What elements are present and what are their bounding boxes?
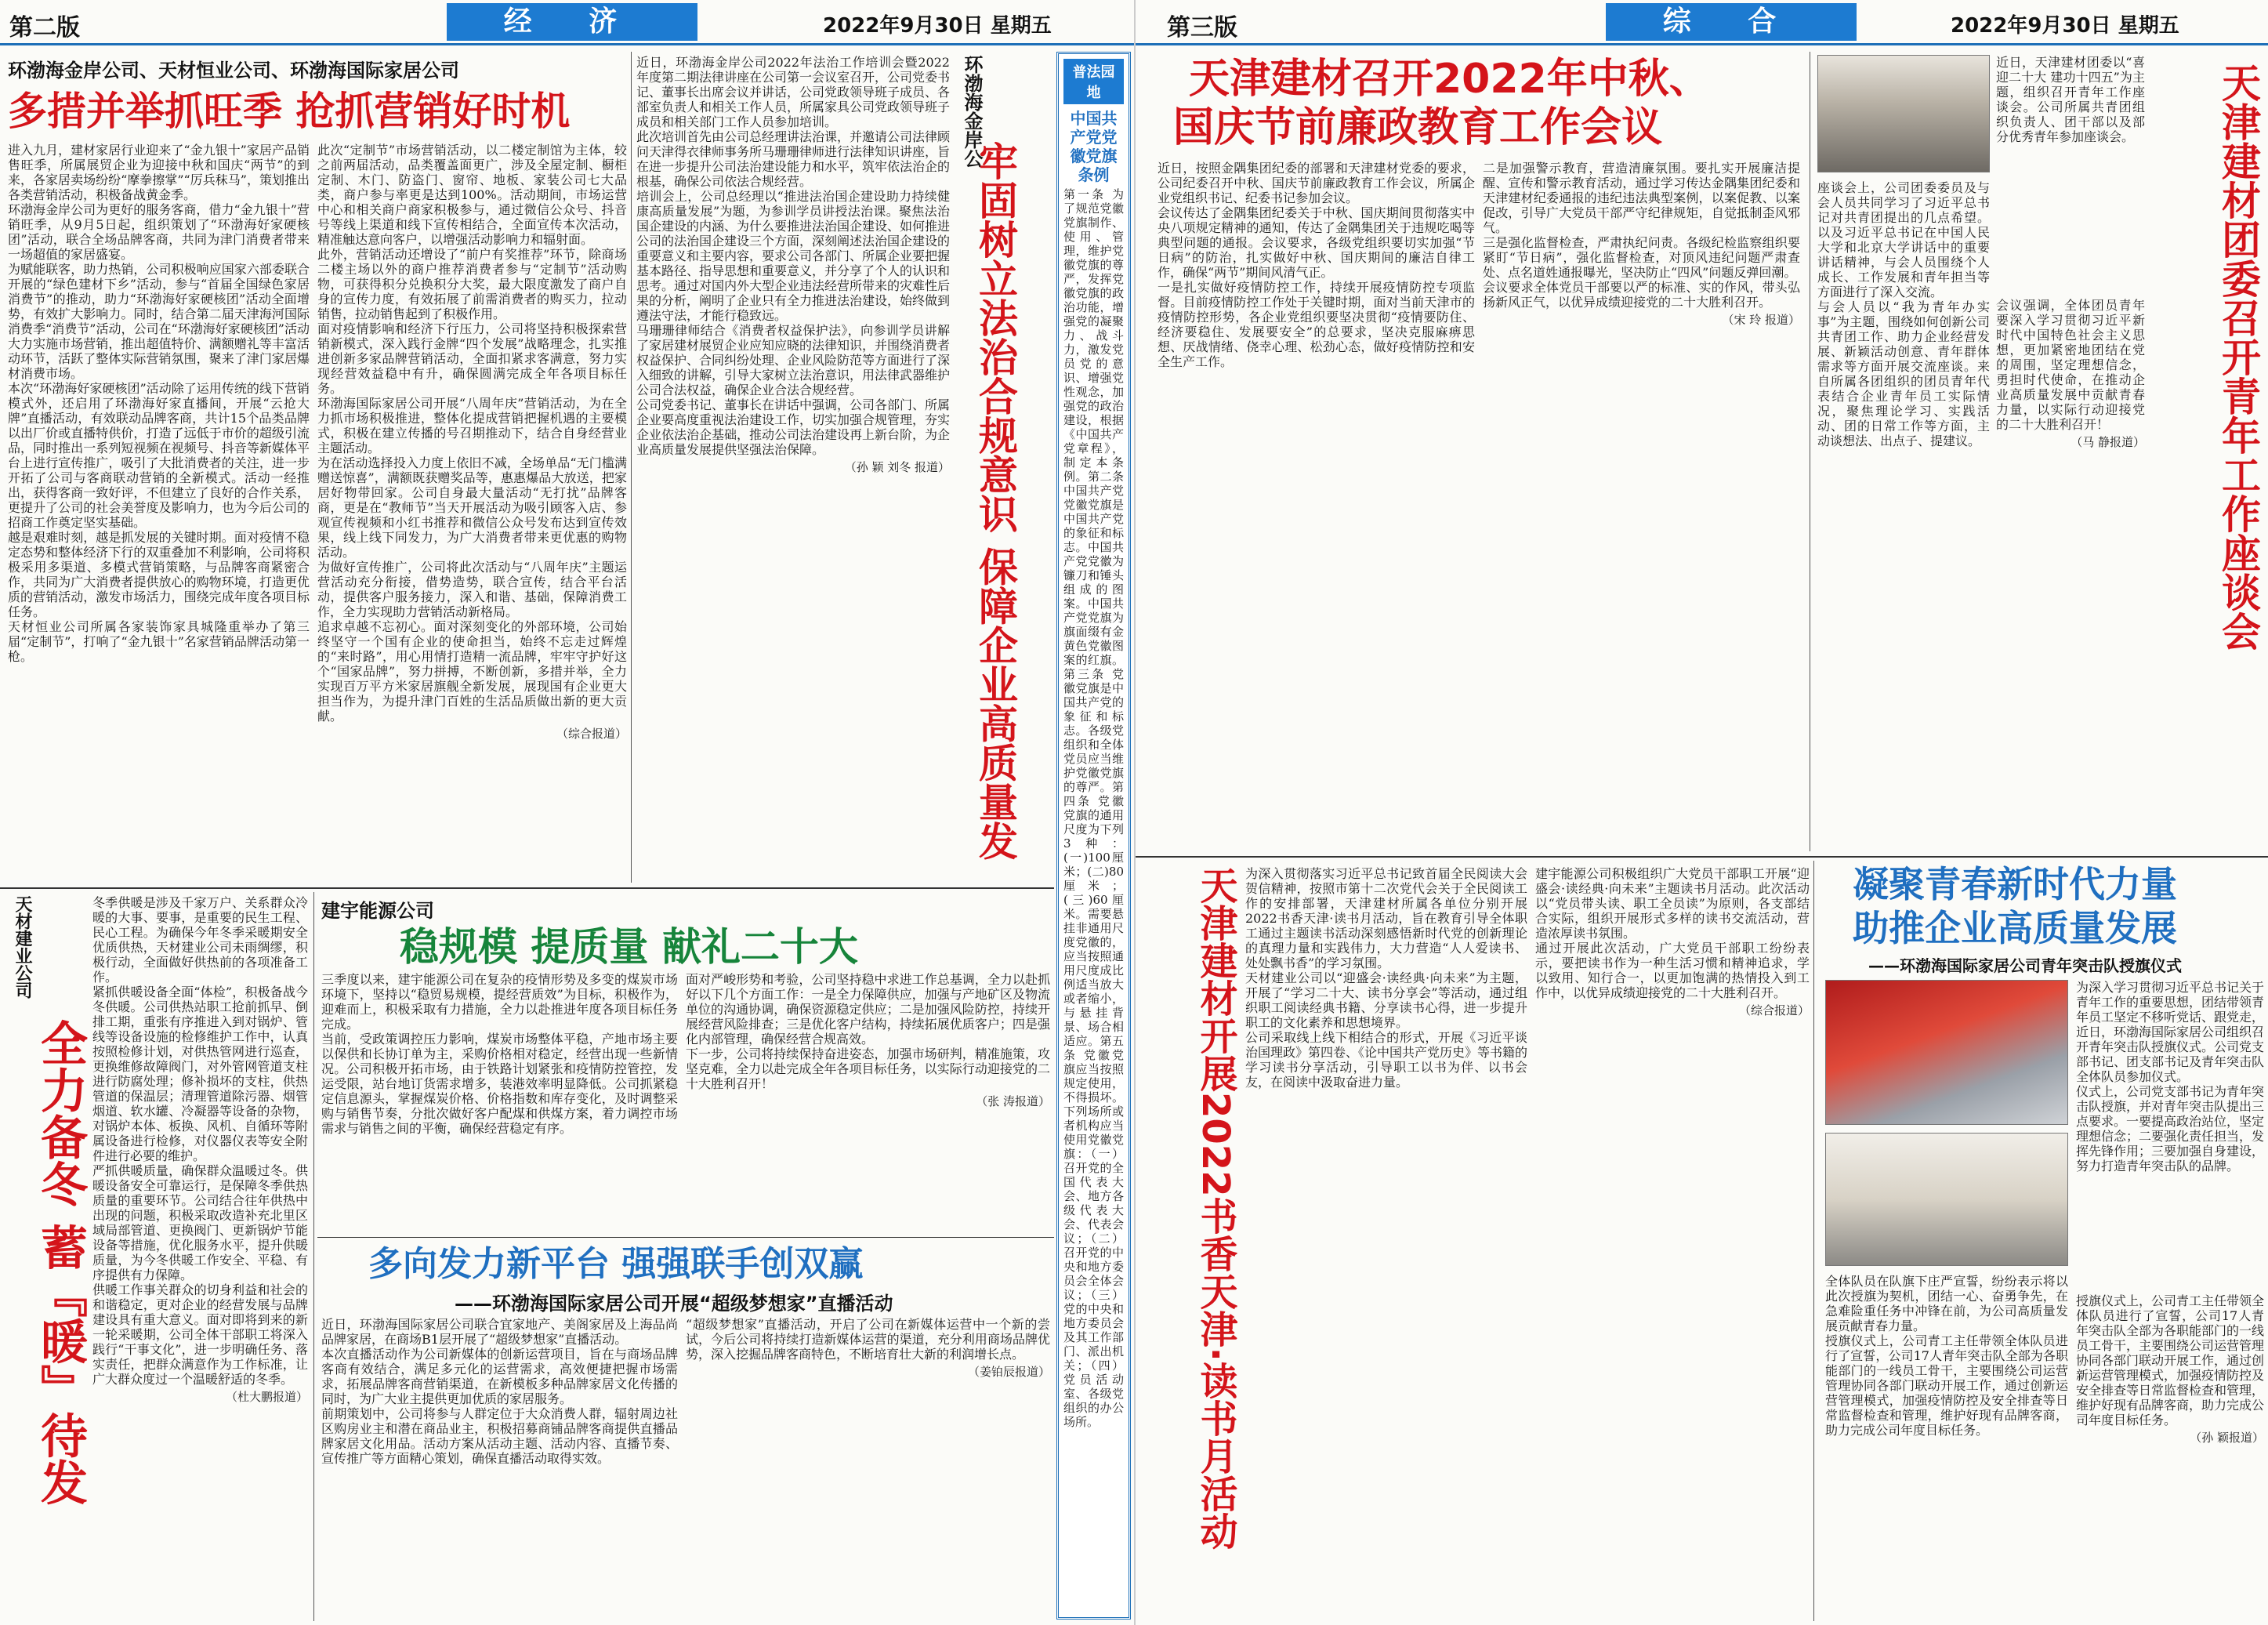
article-column xyxy=(8,143,310,880)
article-column xyxy=(1817,180,1990,847)
paragraph: 全体队员在队旗下庄严宣誓，纷纷表示将以此次授旗为契机，团结一心、奋勇争先，在急难险重任务中冲锋在前，为公司高质量发展贡献青春力量。 xyxy=(1825,1274,2068,1333)
paragraph: 追求卓越不忘初心。面对深刻变化的外部环境，公司始终坚守一个国有企业的使命担当，始终不忘走过辉煌的“来时路”，用心用情打造精一流品牌，牢牢守护好这个“国家品牌”，努力拼搏，不断创新，多措并举，全力实现百万平方米家居旗舰全新发展，展现国有企业更大担当作为，为提升津门百姓的生活品质做出新的更大贡献。 xyxy=(317,619,627,724)
article-title-line: 助推企业高质量发展 xyxy=(1853,907,2177,949)
page-header xyxy=(1136,0,2268,45)
paragraph: 公司党委书记、董事长在讲话中强调，公司各部门、所属企业要高度重视法治建设工作，切实加强合规管理，夯实企业依法治企基础，推动公司法治建设再上新台阶，为企业高质量发展提供坚强法治保障。 xyxy=(636,397,950,457)
article-column xyxy=(317,143,627,880)
paragraph: 授旗仪式上，公司青工主任带领全体队员进行了宣誓，公司17人青年突击队全部为各职能部门的一线员工骨干，主要围绕公司运营管理协同各部门联动开展工作，通过创新运营管理模式，加强疫情防控及安全排查等日常监督检查和管理，维护好现有品牌客商，助力完成公司年度目标任务。 xyxy=(1825,1333,2068,1438)
paragraph: 二是加强警示教育，营造清廉氛围。要扎实开展廉洁提醒、宣传和警示教育活动，通过学习传达金隅集团纪委和天津建材纪委通报的违纪违法典型案例，以案促教、以案促改，引导广大党员干部严守纪律规矩，自觉抵制歪风邪气。 xyxy=(1483,161,1800,235)
paragraph: 下一步，公司将持续保持奋进姿态，加强市场研判，精准施策，攻坚克难，全力以赴完成全年各项目标任务，以实际行动迎接党的二十大胜利召开！ xyxy=(686,1046,1050,1091)
paragraph: 近日，天津建材团委以“喜迎二十大 建功十四五”为主题，组织召开青年工作座谈会。公司所属共青团组织负责人、团干部以及部分优秀青年参加座谈会。 xyxy=(1996,55,2145,144)
section-banner: 综 合 xyxy=(1606,3,1857,41)
article-column xyxy=(1483,161,1800,851)
section-rule xyxy=(317,1237,1054,1238)
paragraph: 此次“定制节”市场营销活动，以二楼定制馆为主体，较之前两届活动，品类覆盖面更广，涉及全屋定制、橱柜定制、木门、防盗门、窗帘、地板、家装公司七大品类，商户参与率更是达到100%。活动期间，市场运营中心和相关商户商家积极参与，通过微信公众号、抖音号等线上渠道和线下宣传相结合，全面宣传本次活动，精准触达意向客户，以增强活动影响力和辐射面。 xyxy=(317,143,627,247)
article-title: 多措并举抓旺季 抢抓营销好时机 xyxy=(8,89,571,134)
paragraph: 公司采取线上线下相结合的形式，开展《习近平谈治国理政》第四卷、《论中国共产党历史》等书籍的学习读书分享活动，引导职工以书为伴、以书会友，在阅读中汲取奋进力量。 xyxy=(1245,1030,1527,1090)
paragraph: 严抓供暖质量，确保群众温暖过冬。供暖设备安全可靠运行，是保障冬季供热质量的重要环节。公司结合往年供热中出现的问题，积极采取改造补充北里区域局部管道、更换阀门、更新锅炉节能设备等措施，优化服务水平，提升供暖质量，为今冬供暖工作安全、平稳、有序提供有力保障。 xyxy=(92,1163,308,1282)
team-oath-photo xyxy=(1825,1133,2068,1266)
paragraph: 授旗仪式上，公司青工主任带领全体队员进行了宣誓，公司17人青年突击队全部为各职能部门的一线员工骨干，主要围绕公司运营管理协同各部门联动开展工作，通过创新运营管理模式，加强疫情防控及安全排查等日常监督检查和管理，维护好现有品牌客商，助力完成公司年度目标任务。 xyxy=(2076,1293,2264,1427)
article-energy xyxy=(321,895,1050,971)
paragraph: 当前，受政策调控压力影响，煤炭市场整体平稳，产地市场主要以保供和长协订单为主，采购价格相对稳定，经营出现一些新情况。公司积极开拓市场，由于铁路计划紧张和疫情防控管控，发运受限，站台地订货需求增多，装港效率明显降低。公司抓紧稳定信息源头，掌握煤炭价格、价格指数和库存变化，及时调整采购与销售节奏，分批次做好客户配煤和供煤方案，着力调控市场需求与销售之间的平衡，确保经营稳定有序。 xyxy=(321,1032,678,1136)
article-column xyxy=(2076,1293,2264,1619)
article-kicker: 建宇能源公司 xyxy=(321,900,434,922)
paragraph: 本次直播活动作为公司新媒体的创新运营项目，旨在与商场品牌客商有效结合，满足多元化的运营需求，高效便捷把握市场需求，拓展品牌客商营销渠道，在新模板多种品牌家居文化传播的同时，为广大业主提供更加优质的家居服务。 xyxy=(321,1347,678,1406)
paragraph: 通过开展此次活动，广大党员干部职工纷纷表示，要把读书作为一种生活习惯和精神追求，学以致用、知行合一，以更加饱满的热情投入到工作中，以优异成绩迎接党的二十大胜利召开。 xyxy=(1535,941,1810,1000)
paragraph: 环渤海金岸公司为更好的服务客商，借力“金九银十”营销旺季，从9月5日起，组织策划了“环渤海好家硬核团”活动，联合全场品牌客商，共同为津门消费者带来一场超值的家居盛宴。 xyxy=(8,202,310,262)
law-corner-box xyxy=(1056,52,1131,1620)
paragraph: 一是扎实做好疫情防控工作，持续开展疫情防控专项监督。目前疫情防控工作处于关键时期，面对当前天津市的疫情防控形势，各企业党组织要坚决贯彻“疫情要防住、经济要稳住、发展要安全”的总要求，坚决克服麻痹思想、厌战情绪、侥幸心理、松劲心态，做好疫情防控和安全生产工作。 xyxy=(1158,280,1475,369)
paragraph: 三季度以来，建宇能源公司在复杂的疫情形势及多变的煤炭市场环境下，坚持以“稳贸易规模，提经营质效”为目标，积极作为，迎难而上，积极采取有力措施，全力以赴推进年度各项目标任务完成。 xyxy=(321,972,678,1032)
article-kicker-vertical: 天材建业公司 xyxy=(13,895,32,999)
byline: （综合报道） xyxy=(1738,1003,1810,1017)
paragraph: 与会人员以“我为青年办实事”为主题，围绕如何创新公司共青团工作、助力企业经营发展、新颖活动创意、青年群体需求等方面开展交流座谈。来自所属各团组织的团员青年代表结合企业青年员工实际情况，聚焦理论学习、实践活动、团的日常工作等方面，主动谈想法、出点子、提建议。 xyxy=(1817,299,1990,448)
article-title-line: 国庆节前廉政教育工作会议 xyxy=(1173,104,1663,151)
article-subtitle: ——环渤海国际家居公司青年突击队授旗仪式 xyxy=(1868,956,2182,975)
page-header xyxy=(0,0,1134,45)
article-title-vertical: 天津建材团委召开青年工作座谈会 xyxy=(2215,63,2261,651)
article-title-line: 天津建材召开2022年中秋、 xyxy=(1189,56,1710,103)
byline: （张 涛报道） xyxy=(976,1094,1050,1108)
paragraph: 面对严峻形势和考验，公司坚持稳中求进工作总基调，全力以赴抓好以下几个方面工作：一是全力保障供应，加强与产地矿区及物流单位的沟通协调，确保资源稳定供应；二是加强风险防控，持续开展经营风险排查；三是优化客户结构，持续拓展优质客户；四是强化内部管理，确保经营合规高效。 xyxy=(686,972,1050,1046)
paragraph: 近日，按照金隅集团纪委的部署和天津建材党委的要求，公司纪委召开中秋、国庆节前廉政教育工作会议，所属企业党组织书记、纪委书记参加会议。 xyxy=(1158,161,1475,205)
paragraph: 仪式上，公司党支部书记为青年突击队授旗，并对青年突击队提出三点要求。一要提高政治站位，坚定理想信念；二要强化责任担当，发挥先锋作用；三要加强自身建设，努力打造青年突击队的品牌。 xyxy=(2076,1084,2264,1173)
article-column xyxy=(1158,161,1475,851)
section-banner: 经 济 xyxy=(447,3,697,41)
paragraph: 建宇能源公司积极组织广大党员干部职工开展“迎盛会·读经典·向未来”主题读书月活动。此次活动以“党员带头读、职工全员读”为原则，各支部结合实际，组织开展形式多样的读书交流活动，营造浓厚读书氛围。 xyxy=(1535,866,1810,941)
byline: （姜铂辰报道） xyxy=(967,1365,1050,1379)
article-column xyxy=(321,1317,678,1619)
column-rule xyxy=(1813,861,1814,1621)
paragraph: 培训会上，公司总经理以“推进法治国企建设助力持续健康高质量发展”为题，为参训学员讲授法治课。聚焦法治国企建设的内涵、为什么要推进法治国企建设、如何推进公司的法治国企建设三个方面，深刻阐述法治国企建设的重要意义和主要内容，要求公司各部门、所属企业要把握基本路径、指导思想和重要意义，并分享了个人的认识和思考。通过对国内外大型企业违法经营所带来的灾难性后果的分析，阐明了企业只有全力推进法治建设，始终做到遵法守法，才能行稳致远。 xyxy=(636,189,950,323)
paragraph: 面对疫情影响和经济下行压力，公司将坚持积极探索营销新模式，深入践行金牌“四个发展”战略理念，扎实推进创新多家品牌营销活动，全面扣紧求客满意，努力实现经营效益稳中有升，确保圆满完成全年各项目标任务。 xyxy=(317,321,627,396)
article-reading-month xyxy=(1245,866,1527,1615)
paragraph: “超级梦想家”直播活动，开启了公司在新媒体运营中一个新的尝试，今后公司将持续打造新媒体运营的渠道，充分利用商场品牌优势，深入挖掘品牌客商特色，不断培育壮大新的利润增长点。 xyxy=(686,1317,1050,1362)
paragraph: 为深入贯彻落实习近平总书记致首届全民阅读大会贺信精神，按照市第十二次党代会关于全民阅读工作的安排部署，天津建材所属各单位分别开展2022书香天津·读书月活动，旨在教育引导全体职工通过主题读书活动深刻感悟新时代党的创新理论的真理力量和实践伟力，大力营造“人人爱读书、处处飘书香”的学习氛围。 xyxy=(1245,866,1527,970)
paragraph: 天材建业公司以“迎盛会·读经典·向未来”为主题，开展了“学习二十大、读书分享会”等活动，通过组织职工阅读经典书籍、分享读书心得，进一步提升职工的文化素养和思想境界。 xyxy=(1245,970,1527,1030)
paragraph: 进入九月，建材家居行业迎来了“金九银十”家居产品销售旺季，所属展贸企业为迎接中秋和国庆“两节”的到来，各家居卖场纷纷“摩拳擦掌”“厉兵秣马”，策划推出各类营销活动，积极备战黄金季。 xyxy=(8,143,310,202)
paragraph: 此次培训首先由公司总经理讲法治课，并邀请公司法律顾问天津得衣律师事务所马珊珊律师进行法律知识讲座，旨在进一步提升公司法治建设能力和水平，筑牢依法治企的根基，确保公司依法合规经营。 xyxy=(636,129,950,189)
article-heating xyxy=(92,895,308,1605)
column-rule xyxy=(631,52,632,883)
section-rule xyxy=(0,887,1054,889)
paragraph: 座谈会上，公司团委委员及与会人员共同学习了习近平总书记对共青团提出的几点希望。以及习近平总书记在中国人民大学和北京大学讲话中的重要讲话精神，与会人员围绕个人成长、工作发展和青年担当等方面进行了深入交流。 xyxy=(1817,180,1990,299)
paragraph: 会议传达了金隅集团纪委关于中秋、国庆期间贯彻落实中央八项规定精神的通知，传达了金隅集团关于违规吃喝等典型问题的通报。会议要求，各级党组织要切实加强“节日病”的防治，扎实做好中秋、国庆期间的廉洁自律工作，确保“两节”期间风清气正。 xyxy=(1158,205,1475,280)
byline: （孙 颖 刘冬 报道） xyxy=(844,460,950,474)
column-rule xyxy=(313,892,314,1621)
article-column xyxy=(1996,55,2145,290)
article-column xyxy=(321,972,678,1231)
byline: （孙 颖报道） xyxy=(2190,1431,2264,1445)
paragraph: 冬季供暖是涉及千家万户、关系群众冷暖的大事、要事，是重要的民生工程、民心工程。为确保今年冬季采暖期安全优质供热，天材建业公司未雨绸缪，积极行动，全面做好供热前的各项准备工作。 xyxy=(92,895,308,985)
article-column xyxy=(1825,1274,2068,1619)
flag-ceremony-photo xyxy=(1825,980,2068,1125)
paragraph: 紧抓供暖设备全面“体检”，积极备战今冬供暖。公司供热站职工抢前抓早、倒排工期，重张有序推进入到对锅炉、管线等设备设施的检修维护工作中，认真按照检修计划，对供热管网进行巡查，更换维修故障阀门，对外管网管道支柱进行防腐处理；修补损坏的支柱，供热管道的保温层；清理管道除污器、烟管烟道、软水罐、冷凝器等设备的杂物，对锅炉本体、板换、风机、自循环等附属设备进行检修，对仪器仪表等安全附件进行必要的维护。 xyxy=(92,985,308,1163)
paragraph: 近日，环渤海金岸公司2022年法治工作培训会暨2022年度第二期法律讲座在公司第一会议室召开，公司党委书记、董事长出席会议并讲话，公司党政领导班子成员、各部室负责人和相关工作人员，所属家具公司党政领导班子成员和相关部门工作人员参加培训。 xyxy=(636,55,950,129)
article-column xyxy=(1535,866,1810,1615)
paragraph: 三是强化监督检查，严肃执纪问责。各级纪检监察组织要紧盯“节日病”，强化监督检查，对顶风违纪问题严肃查处、点名道姓通报曝光，坚决防止“四风”问题反弹回潮。 xyxy=(1483,235,1800,280)
paragraph: 为赋能联客，助力热销，公司积极响应国家六部委联合开展的“绿色建材下乡”活动，参与“首届全国绿色家居消费节”的推动，助力“环渤海好家硬核团”活动全面增势，有效扩大影响力。同时，结合第二届天津海河国际消费季“消费节”活动，公司在“环渤海好家硬核团”活动大力实施市场营销，推出超值特价、满额赠礼等丰富活动环节，活跃了整体实际营销氛围，聚来了津门家居爆材消费市场。 xyxy=(8,262,310,381)
article-kicker-vertical: 环渤海金岸公 xyxy=(961,55,983,168)
paragraph: 此外，营销活动还增设了“前户有奖推荐”环节，除商场二楼主场以外的商户推荐消费者参与“定制节”活动购物，可获得积分兑换积分大奖，最大限度激发了商户自身的宣传力度，有效拓展了前需消费者的购买力，拉动销售，拉动销售起到了积极作用。 xyxy=(317,247,627,321)
byline: （综合报道） xyxy=(556,727,627,741)
article-livestream xyxy=(368,1242,1050,1315)
paragraph: 马珊珊律师结合《消费者权益保护法》，向参训学员讲解了家居建材展贸企业应知应晓的法律知识，并围绕消费者权益保护、合同纠纷处理、企业风险防范等方面进行了深入细致的讲解，引导大家树立法治意识，用法律武器维护公司合法权益，确保企业合法合规经营。 xyxy=(636,323,950,397)
box-label: 普法园地 xyxy=(1063,59,1124,104)
paragraph: 天材恒业公司所属各家装饰家具城隆重举办了第三届“定制节”，打响了“金九银十”名家营销品牌活动第一枪。 xyxy=(8,619,310,664)
issue-date: 2022年9月30日 星期五 xyxy=(1951,14,2179,38)
newspaper-page-3 xyxy=(1134,0,2268,1625)
article-legal-training xyxy=(636,55,950,882)
byline: （杜大鹏报道） xyxy=(225,1390,308,1404)
paragraph: 供暖工作事关群众的切身利益和社会的和谐稳定，更对企业的经营发展与品牌建设具有重大意义。面对即将到来的新一轮采暖期，公司全体干部职工将深入践行“干事文化”，进一步明确任务、落实责任，把群众满意作为工作标准，让广大群众度过一个温暖舒适的冬季。 xyxy=(92,1282,308,1387)
section-rule xyxy=(1136,856,2268,858)
edition-label: 第三版 xyxy=(1167,14,1237,42)
paragraph: 会议强调，全体团员青年要深入学习贯彻习近平新时代中国特色社会主义思想，更加紧密地团结在党的周围，坚定理想信念，勇担时代使命，在推动企业高质量发展中贡献青春力量，以实际行动迎接党的二十大胜利召开！ xyxy=(1996,298,2145,432)
meeting-photo xyxy=(1817,55,1990,172)
article-column xyxy=(2076,980,2264,1286)
paragraph: 会议要求全体党员干部要以严的标准、实的作风，带头弘扬新风正气，以优异成绩迎接党的二十大胜利召开。 xyxy=(1483,280,1800,310)
article-title-line: 凝聚青春新时代力量 xyxy=(1853,863,2177,905)
article-title-vertical: 天津建材开展2022书香天津·读书月活动 xyxy=(1194,866,1237,1550)
paragraph: 越是艰难时刻，越是抓发展的关键时期。面对疫情不稳定态势和整体经济下行的双重叠加不利影响，公司将积极采用多渠道、多模式营销策略，与品牌客商紧密合作，共同为广大消费者提供放心的购物环境，打造更优质的营销活动，激发市场活力，围绕完成年度各项目标任务。 xyxy=(8,530,310,619)
byline: （马 静报道） xyxy=(2071,435,2145,449)
article-youth-team xyxy=(1821,862,2264,976)
issue-date: 2022年9月30日 星期五 xyxy=(823,14,1052,38)
box-text: 第一条 为了规范党徽党旗制作、使用、管理，维护党徽党旗的尊严，发挥党徽党旗的政治功能，增强党的凝聚力、战斗力，激发党员党的意识、增强党性观念，加强党的政治建设，根据《中国共产党章程》，制定本条例。第二条 中国共产党党徽党旗是中国共产党的象征和标志。中国共产党党徽为镰刀和锤头组成的图案。中国共产党党旗为旗面缀有金黄色党徽图案的红旗。第三条 党徽党旗是中国共产党的象征和标志。各级党组织和全体党员应当维护党徽党旗的尊严。第四条 党徽党旗的通用尺度为下列3种：(一)100厘米；(二)80厘米；(三)60厘米。需要悬挂非通用尺度党徽的，应当按照通用尺度成比例适当放大或者缩小，与悬挂背景、场合相适应。第五条 党徽党旗应当按照规定使用，不得损坏。下列场所或者机构应当使用党徽党旗：（一）召开党的全国代表大会、地方各级代表大会、代表会议；（二）召开党的中央和地方委员会全体会议；（三）党的中央和地方委员会及其工作部门、派出机关；（四）党员活动室、各级党组织的办公场所。 xyxy=(1063,187,1124,1429)
article-column xyxy=(686,1317,1050,1619)
article-integrity-meeting xyxy=(1158,55,1831,152)
article-subtitle: ——环渤海国际家居公司开展“超级梦想家”直播活动 xyxy=(455,1293,893,1315)
edition-label: 第二版 xyxy=(9,14,80,42)
article-column xyxy=(686,972,1050,1231)
paragraph: 本次“环渤海好家硬核团”活动除了运用传统的线下营销模式外，还启用了环渤海好家直播间，开展“云抢大牌”直播活动，有效联动品牌客商，共计15个品类品牌以出厂价或直播特供价，打造了远低于市价的超级引流品，同时推出一系列短视频在视频号、抖音等新媒体平台上进行宣传推广，吸引了大批消费者的关注，进一步开拓了公司与客商联动营销的全新模式。活动一经推出，获得客商一致好评，不但建立了良好的合作关系，更提升了公司的社会美誉度及影响力，也为今后公司的招商工作奠定坚实基础。 xyxy=(8,381,310,530)
article-column xyxy=(1996,298,2145,847)
article-title-vertical: 牢固树立法治合规意识 保障企业高质量发 xyxy=(973,141,1018,861)
box-title: 中国共产党党徽党旗条例 xyxy=(1070,109,1118,184)
paragraph: 为在活动选择投入力度上依旧不减，全场单品“无门槛满赠送惊喜”，满额既获赠奖品等，惠惠爆品大放送，把家居好物带回家。公司自身最大量活动“无打扰”品牌客商，更是在“教师节”当天开展活动为吸引顾客入店、参观宣传视频和小红书推荐和微信公众号发布达到宣传效果，线上线下同发力，为广大消费者带来更优惠的购物活动。 xyxy=(317,455,627,560)
article-marketing xyxy=(8,55,627,137)
paragraph: 前期策划中，公司将参与人群定位于大众消费人群，辐射周边社区购房业主和潜在商品业主，积极招募商铺品牌客商提供直播品牌家居文化用品。活动方案从活动主题、活动内容、直播节奏、宣传推广等方面精心策划，确保直播活动取得实效。 xyxy=(321,1406,678,1466)
paragraph: 为做好宣传推广，公司将此次活动与“八周年庆”主题运营活动充分衔接，借势造势，联合宣传，结合平台活动，提供客户服务接力，深入和谐、基础，保障消费工作，全力实现助力营销活动新格局。 xyxy=(317,560,627,619)
paragraph: 近日，环渤海国际家居公司联合宜家地产、美阁家居及上海品尚品牌家居，在商场B1层开展了“超级梦想家”直播活动。 xyxy=(321,1317,678,1347)
article-title-vertical: 全力备冬 蓄『暖』待发 xyxy=(33,1019,88,1506)
paragraph: 为深入学习贯彻习近平总书记关于青年工作的重要思想，团结带领青年员工坚定不移听党话、跟党走，近日，环渤海国际家居公司组织召开青年突击队授旗仪式。公司党支部书记、团支部书记及青年突击队全体队员参加仪式。 xyxy=(2076,980,2264,1084)
article-title: 多向发力新平台 强强联手创双赢 xyxy=(368,1244,864,1284)
byline: （宋 玲 报道） xyxy=(1722,313,1800,327)
article-title: 稳规模 提质量 献礼二十大 xyxy=(400,924,858,970)
paragraph: 环渤海国际家居公司开展“八周年庆”营销活动，为在全力抓市场积极推进，整体化提成营销把握机遇的主要模式，积极在建立传播的号召期推动下，结合自身经营业主题活动。 xyxy=(317,396,627,455)
article-kicker: 环渤海金岸公司、天材恒业公司、环渤海国际家居公司 xyxy=(8,60,459,82)
